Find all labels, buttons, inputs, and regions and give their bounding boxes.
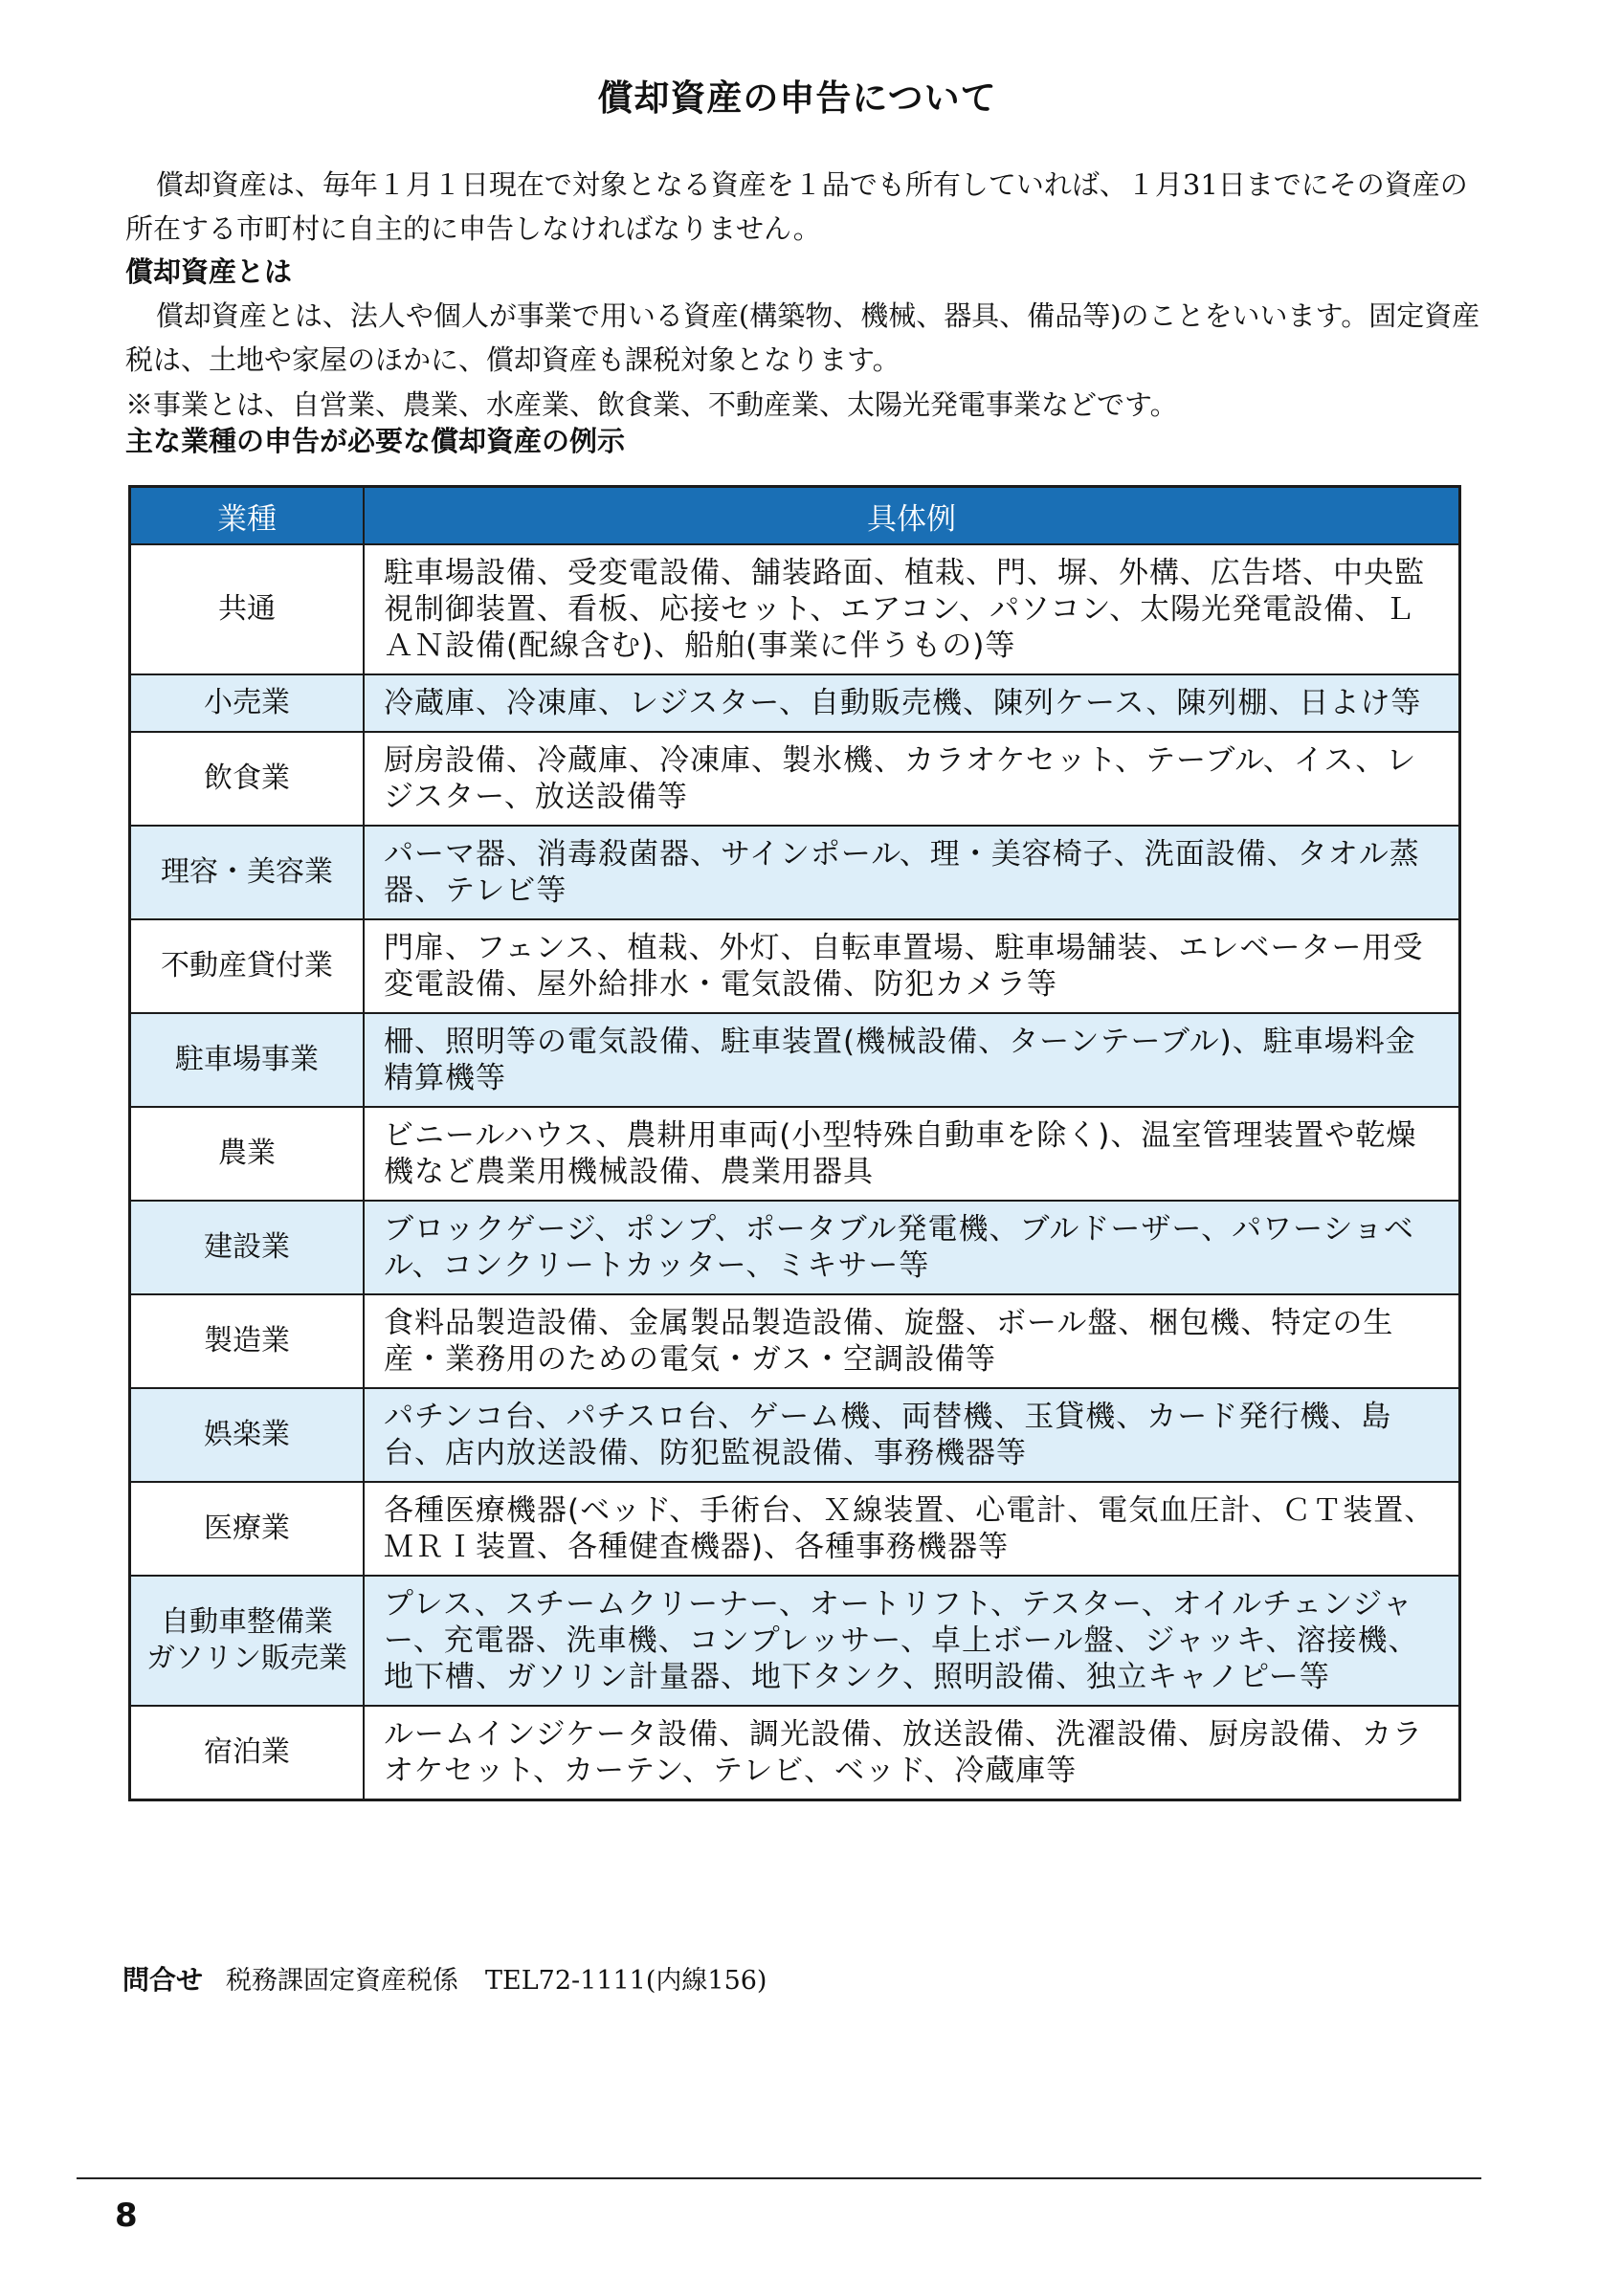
header-industry: 業種 [130,487,365,545]
row-category: 飲食業 [130,732,365,826]
row-examples: 門扉、フェンス、植栽、外灯、自転車置場、駐車場舗装、エレベーター用受変電設備、屋外給排水・電気設備、防犯カメラ等 [364,919,1460,1013]
row-category: 建設業 [130,1201,365,1294]
section-heading-examples: 主な業種の申告が必要な償却資産の例示 [125,425,626,457]
table-row [130,1388,1460,1482]
definition-paragraph: 償却資産とは、法人や個人が事業で用いる資産(構築物、機械、器具、備品等)のことをいいます。固定資産税は、土地や家屋のほかに、償却資産も課税対象となります。 [125,299,1480,376]
row-examples: 食料品製造設備、金属製品製造設備、旋盤、ボール盤、梱包機、特定の生産・業務用のための電気・ガス・空調設備等 [364,1294,1460,1388]
table-row [130,544,1460,674]
header-examples: 具体例 [364,487,1460,545]
row-examples: プレス、スチームクリーナー、オートリフト、テスター、オイルチェンジャー、充電器、洗車機、コンプレッサー、卓上ボール盤、ジャッキ、溶接機、地下槽、ガソリン計量器、地下タンク、照明設備、独立キャノピー等 [364,1576,1460,1706]
row-category: 医療業 [130,1482,365,1576]
row-examples: 冷蔵庫、冷凍庫、レジスター、自動販売機、陳列ケース、陳列棚、日よけ等 [364,674,1460,732]
row-examples: ブロックゲージ、ポンプ、ポータブル発電機、ブルドーザー、パワーショベル、コンクリートカッター、ミキサー等 [364,1201,1460,1294]
row-category: 宿泊業 [130,1706,365,1800]
row-examples: ビニールハウス、農耕用車両(小型特殊自動車を除く)、温室管理装置や乾燥機など農業用機械設備、農業用器具 [364,1107,1460,1201]
row-category: 自動車整備業 ガソリン販売業 [130,1576,365,1706]
table-row [130,1576,1460,1706]
row-category: 小売業 [130,674,365,732]
table-row [130,732,1460,826]
table-row [130,1201,1460,1294]
row-category: 農業 [130,1107,365,1201]
table-row [130,1107,1460,1201]
row-category: 娯楽業 [130,1388,365,1482]
page-title: 償却資産の申告について [597,77,997,119]
row-category: 理容・美容業 [130,826,365,919]
table-row [130,1294,1460,1388]
contact-info [122,1961,767,2000]
row-examples: パチンコ台、パチスロ台、ゲーム機、両替機、玉貸機、カード発行機、島台、店内放送設備、防犯監視設備、事務機器等 [364,1388,1460,1482]
row-category: 製造業 [130,1294,365,1388]
contact-label: 問合せ [122,1964,204,1996]
asset-examples-table [128,485,1461,1801]
section-heading-depreciable-assets: 償却資産とは [125,255,293,288]
contact-phone: TEL72-1111(内線156) [485,1966,767,1996]
row-examples: 柵、照明等の電気設備、駐車装置(機械設備、ターンテーブル)、駐車場料金精算機等 [364,1013,1460,1107]
table-row [130,919,1460,1013]
table-row [130,826,1460,919]
intro-paragraph: 償却資産は、毎年１月１日現在で対象となる資産を１品でも所有していれば、１月31日までにその資産の所在する市町村に自主的に申告しなければなりません。 [125,168,1468,245]
table-header-row [130,487,1460,545]
row-category: 共通 [130,544,365,674]
row-examples: パーマ器、消毒殺菌器、サインポール、理・美容椅子、洗面設備、タオル蒸器、テレビ等 [364,826,1460,919]
row-examples: ルームインジケータ設備、調光設備、放送設備、洗濯設備、厨房設備、カラオケセット、カーテン、テレビ、ベッド、冷蔵庫等 [364,1706,1460,1800]
page-number: 8 [115,2197,138,2235]
table-row [130,1482,1460,1576]
row-category: 不動産貸付業 [130,919,365,1013]
row-examples: 各種医療機器(ベッド、手術台、Ｘ線装置、心電計、電気血圧計、ＣＴ装置、ＭＲＩ装置、各種健査機器)、各種事務機器等 [364,1482,1460,1576]
row-examples: 駐車場設備、受変電設備、舗装路面、植栽、門、塀、外構、広告塔、中央監視制御装置、看板、応接セット、エアコン、パソコン、太陽光発電設備、ＬＡＮ設備(配線含む)、船舶(事業に伴うもの)等 [364,544,1460,674]
row-examples: 厨房設備、冷蔵庫、冷凍庫、製氷機、カラオケセット、テーブル、イス、レジスター、放送設備等 [364,732,1460,826]
contact-department: 税務課固定資産税係 [226,1966,459,1996]
business-note: ※事業とは、自営業、農業、水産業、飲食業、不動産業、太陽光発電事業などです。 [125,388,1178,421]
row-category: 駐車場事業 [130,1013,365,1107]
table-row [130,1013,1460,1107]
footer-divider [77,2177,1481,2179]
table-row [130,674,1460,732]
table-row [130,1706,1460,1800]
